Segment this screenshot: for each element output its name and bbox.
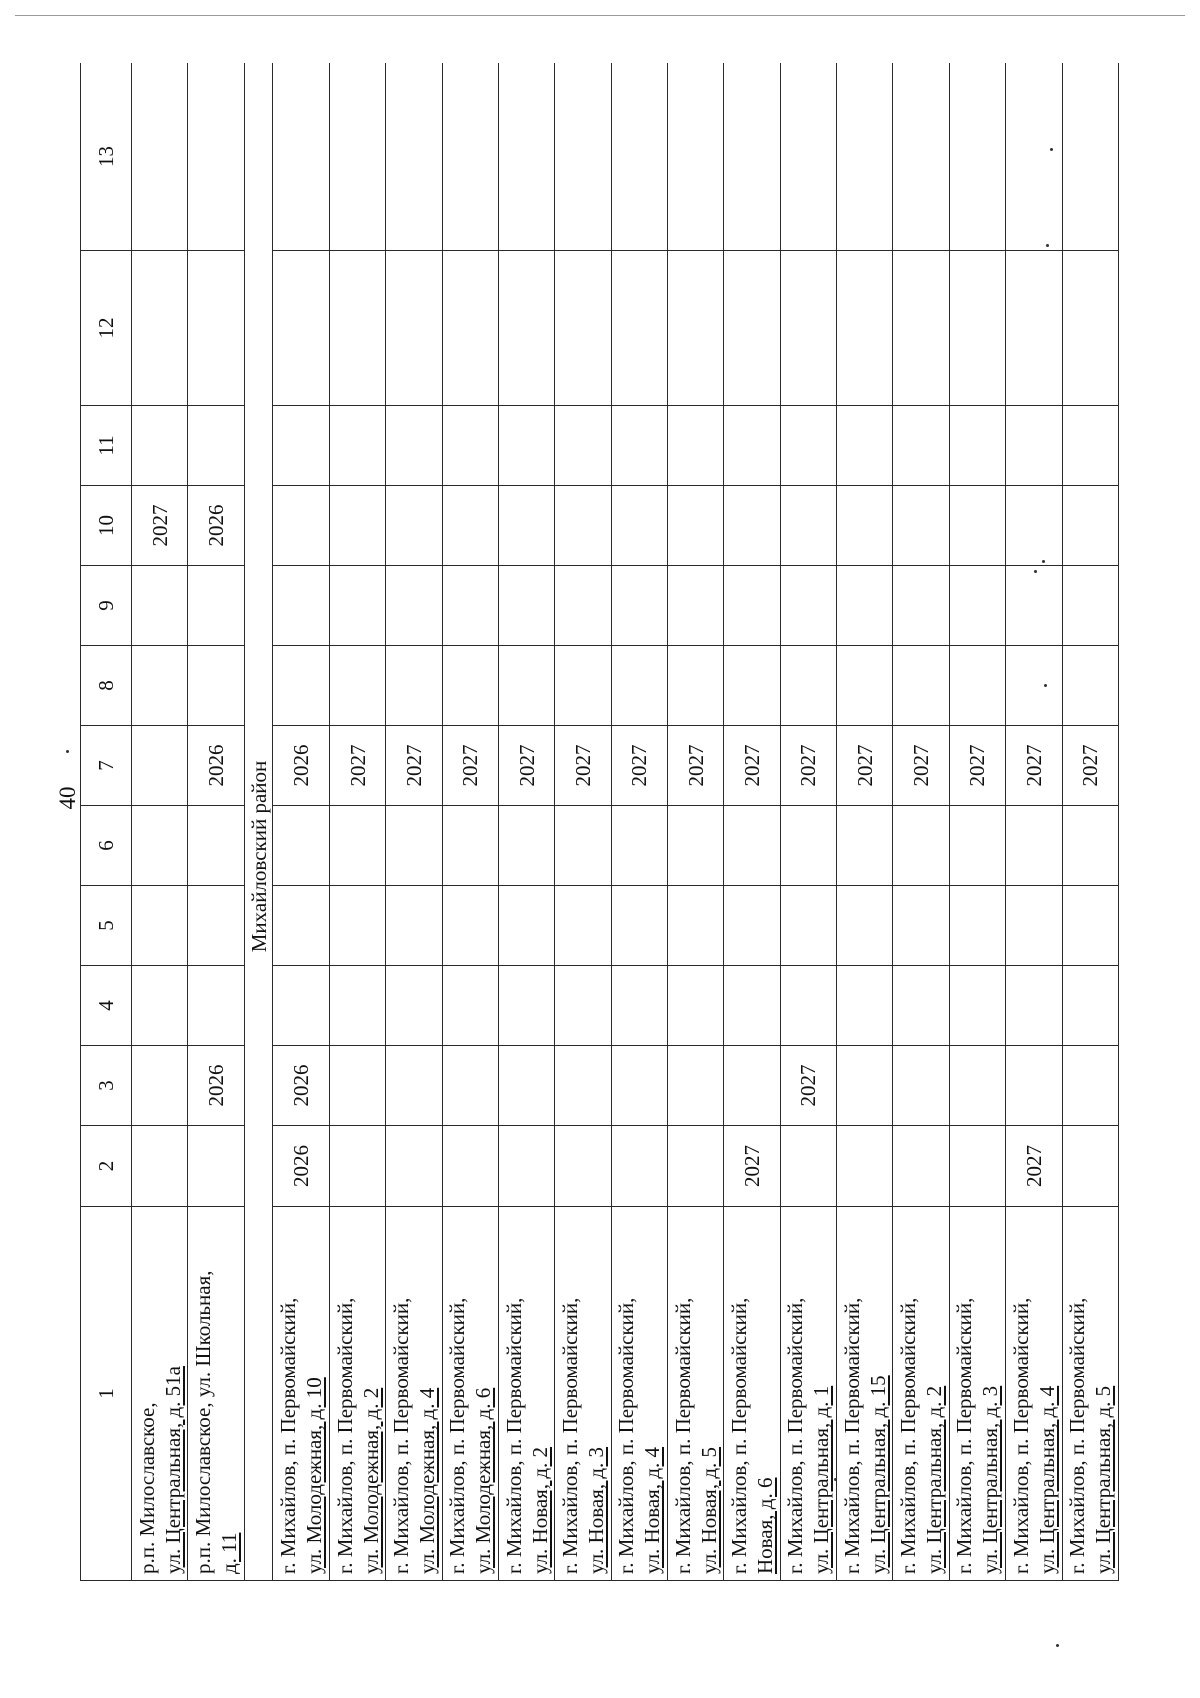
address-line: ул. Центральная, д. 51а <box>160 1365 185 1574</box>
year-cell: 2027 <box>780 726 836 806</box>
year-cell: 2027 <box>837 726 893 806</box>
year-cell <box>498 1126 554 1207</box>
year-cell <box>498 63 554 251</box>
year-cell <box>1062 406 1119 486</box>
year-cell <box>555 806 611 886</box>
year-cell <box>780 806 836 886</box>
year-cell <box>893 63 949 251</box>
table-row <box>667 63 723 1581</box>
year-cell <box>724 486 780 566</box>
column-number-1: 1 <box>81 1207 132 1581</box>
year-cell <box>188 566 244 646</box>
year-cell <box>442 886 498 966</box>
year-cell <box>386 966 442 1046</box>
year-cell: 2027 <box>893 726 949 806</box>
year-cell <box>780 886 836 966</box>
year-cell <box>780 966 836 1046</box>
year-cell <box>1062 251 1119 406</box>
address-cell <box>386 1207 442 1581</box>
address-line: г. Михайлов, п. Первомайский, <box>839 1297 864 1574</box>
year-cell <box>188 1126 244 1207</box>
column-number-7: 7 <box>81 726 132 806</box>
year-cell <box>442 251 498 406</box>
year-cell <box>893 1126 949 1207</box>
year-cell <box>132 806 188 886</box>
year-cell <box>949 486 1005 566</box>
year-cell <box>837 486 893 566</box>
year-cell <box>667 406 723 486</box>
year-cell <box>386 406 442 486</box>
year-cell <box>386 566 442 646</box>
address-line: ул. Молодежная, д. 6 <box>471 1387 496 1574</box>
table-row <box>386 63 442 1581</box>
page-number: 40 <box>55 786 80 810</box>
year-cell <box>667 251 723 406</box>
year-cell <box>132 646 188 726</box>
year-cell <box>667 63 723 251</box>
year-cell <box>1062 966 1119 1046</box>
year-cell <box>498 966 554 1046</box>
year-cell <box>611 1046 667 1126</box>
address-line: г. Михайлов, п. Первомайский, <box>727 1297 752 1574</box>
year-cell <box>780 1126 836 1207</box>
year-cell <box>611 486 667 566</box>
column-number-9: 9 <box>81 566 132 646</box>
year-cell <box>837 966 893 1046</box>
column-number-11: 11 <box>81 406 132 486</box>
year-cell <box>1006 1046 1062 1126</box>
year-cell: 2027 <box>724 726 780 806</box>
address-cell <box>1062 1207 1119 1581</box>
year-cell <box>555 966 611 1046</box>
year-cell <box>1006 406 1062 486</box>
address-line: г. Михайлов, п. Первомайский, <box>896 1297 921 1574</box>
year-cell <box>837 886 893 966</box>
year-cell <box>893 566 949 646</box>
year-cell <box>329 646 385 726</box>
page-top-border <box>15 15 1185 16</box>
address-line: ул. Молодежная, д. 10 <box>302 1377 327 1574</box>
address-line: д. 11 <box>217 1532 242 1574</box>
year-cell <box>893 646 949 726</box>
year-cell <box>132 566 188 646</box>
year-cell <box>837 406 893 486</box>
address-line: ул. Центральная, д. 15 <box>865 1375 890 1574</box>
year-cell <box>498 646 554 726</box>
column-number-4: 4 <box>81 966 132 1046</box>
year-cell <box>442 486 498 566</box>
year-cell <box>724 886 780 966</box>
year-cell <box>949 63 1005 251</box>
year-cell <box>442 1126 498 1207</box>
address-line: г. Михайлов, п. Первомайский, <box>501 1297 526 1574</box>
year-cell <box>329 966 385 1046</box>
year-cell <box>555 251 611 406</box>
year-cell <box>498 486 554 566</box>
year-cell <box>386 1126 442 1207</box>
year-cell <box>188 966 244 1046</box>
table-row <box>273 63 329 1581</box>
year-cell <box>442 966 498 1046</box>
address-line: ул. Новая, д. 4 <box>640 1446 665 1574</box>
scan-speck <box>66 750 69 753</box>
address-line: г. Михайлов, п. Первомайский, <box>557 1297 582 1574</box>
table-row <box>780 63 836 1581</box>
year-cell <box>273 406 329 486</box>
year-cell: 2027 <box>555 726 611 806</box>
year-cell: 2027 <box>498 726 554 806</box>
year-cell <box>1006 646 1062 726</box>
year-cell <box>724 806 780 886</box>
column-number-5: 5 <box>81 886 132 966</box>
year-cell <box>273 646 329 726</box>
year-cell <box>724 1046 780 1126</box>
address-line: ул. Новая, д. 2 <box>527 1446 552 1574</box>
year-cell <box>949 646 1005 726</box>
year-cell <box>667 806 723 886</box>
year-cell <box>442 806 498 886</box>
year-cell <box>949 566 1005 646</box>
year-cell <box>780 646 836 726</box>
data-table <box>80 63 1119 1581</box>
year-cell <box>611 966 667 1046</box>
column-number-10: 10 <box>81 486 132 566</box>
year-cell <box>188 63 244 251</box>
scan-speck <box>1056 1644 1059 1647</box>
year-cell <box>555 646 611 726</box>
region-heading: Михайловский район <box>246 760 271 953</box>
year-cell <box>498 806 554 886</box>
year-cell <box>1006 886 1062 966</box>
year-cell: 2026 <box>273 726 329 806</box>
year-cell: 2026 <box>273 1126 329 1207</box>
year-cell <box>498 1046 554 1126</box>
year-cell <box>386 806 442 886</box>
year-cell <box>667 1126 723 1207</box>
year-cell <box>893 966 949 1046</box>
year-cell: 2027 <box>1006 726 1062 806</box>
year-cell <box>667 566 723 646</box>
table-row <box>555 63 611 1581</box>
year-cell <box>386 1046 442 1126</box>
year-cell: 2026 <box>188 726 244 806</box>
year-cell <box>386 486 442 566</box>
address-cell <box>498 1207 554 1581</box>
year-cell <box>1062 486 1119 566</box>
year-cell <box>667 966 723 1046</box>
year-cell <box>273 63 329 251</box>
address-cell <box>724 1207 780 1581</box>
year-cell: 2027 <box>386 726 442 806</box>
year-cell <box>611 251 667 406</box>
region-heading-cell <box>244 63 273 1581</box>
year-cell <box>555 406 611 486</box>
year-cell <box>188 251 244 406</box>
address-line: Новая, д. 6 <box>753 1477 778 1574</box>
year-cell: 2027 <box>780 1046 836 1126</box>
address-line: г. Михайлов, п. Первомайский, <box>1008 1297 1033 1574</box>
year-cell <box>724 566 780 646</box>
year-cell <box>837 566 893 646</box>
year-cell <box>188 646 244 726</box>
year-cell <box>611 406 667 486</box>
year-cell <box>949 966 1005 1046</box>
address-cell <box>442 1207 498 1581</box>
year-cell <box>1062 63 1119 251</box>
table-row <box>949 63 1005 1581</box>
column-number-3: 3 <box>81 1046 132 1126</box>
year-cell <box>329 806 385 886</box>
year-cell <box>1006 566 1062 646</box>
address-cell <box>555 1207 611 1581</box>
year-cell <box>442 1046 498 1126</box>
year-cell <box>724 406 780 486</box>
year-cell <box>724 63 780 251</box>
year-cell: 2026 <box>273 1046 329 1126</box>
address-cell <box>329 1207 385 1581</box>
year-cell <box>329 1046 385 1126</box>
year-cell <box>132 886 188 966</box>
year-cell <box>949 806 1005 886</box>
table-row <box>1062 63 1119 1581</box>
year-cell <box>329 566 385 646</box>
year-cell <box>611 646 667 726</box>
year-cell <box>780 63 836 251</box>
year-cell <box>132 63 188 251</box>
table-row <box>1006 63 1062 1581</box>
year-cell <box>132 726 188 806</box>
year-cell <box>949 886 1005 966</box>
year-cell <box>893 806 949 886</box>
year-cell <box>386 886 442 966</box>
year-cell <box>1062 646 1119 726</box>
year-cell <box>611 63 667 251</box>
year-cell <box>949 1126 1005 1207</box>
address-line: ул. Новая, д. 5 <box>696 1446 721 1574</box>
year-cell <box>329 63 385 251</box>
year-cell <box>837 1046 893 1126</box>
year-cell <box>837 646 893 726</box>
year-cell <box>329 251 385 406</box>
address-line: г. Михайлов, п. Первомайский, <box>783 1297 808 1574</box>
year-cell <box>1006 251 1062 406</box>
year-cell <box>949 406 1005 486</box>
rotated-table-sheet <box>80 63 1119 1581</box>
address-line: г. Михайлов, п. Первомайский, <box>952 1297 977 1574</box>
address-cell <box>780 1207 836 1581</box>
year-cell <box>893 886 949 966</box>
year-cell <box>442 63 498 251</box>
table-row <box>611 63 667 1581</box>
address-cell <box>273 1207 329 1581</box>
year-cell <box>555 886 611 966</box>
table-row <box>329 63 385 1581</box>
year-cell: 2027 <box>1062 726 1119 806</box>
address-cell <box>132 1207 188 1581</box>
address-line: ул. Молодежная, д. 2 <box>358 1387 383 1574</box>
year-cell <box>667 886 723 966</box>
year-cell: 2027 <box>724 1126 780 1207</box>
year-cell <box>498 886 554 966</box>
year-cell <box>780 486 836 566</box>
address-cell <box>667 1207 723 1581</box>
year-cell <box>555 486 611 566</box>
year-cell <box>329 1126 385 1207</box>
year-cell <box>132 1046 188 1126</box>
year-cell: 2027 <box>1006 1126 1062 1207</box>
year-cell: 2027 <box>329 726 385 806</box>
address-line: ул. Новая, д. 3 <box>583 1446 608 1574</box>
column-number-6: 6 <box>81 806 132 886</box>
year-cell <box>667 486 723 566</box>
year-cell <box>1006 63 1062 251</box>
address-line: г. Михайлов, п. Первомайский, <box>614 1297 639 1574</box>
region-row <box>244 63 273 1581</box>
year-cell <box>1006 806 1062 886</box>
year-cell <box>1006 486 1062 566</box>
address-line: г. Михайлов, п. Первомайский, <box>670 1297 695 1574</box>
year-cell <box>1062 1126 1119 1207</box>
address-cell <box>893 1207 949 1581</box>
year-cell <box>667 1046 723 1126</box>
year-cell <box>273 806 329 886</box>
year-cell <box>611 566 667 646</box>
year-cell <box>837 251 893 406</box>
address-line: г. Михайлов, п. Первомайский, <box>388 1297 413 1574</box>
address-cell <box>949 1207 1005 1581</box>
address-cell <box>611 1207 667 1581</box>
year-cell <box>1062 806 1119 886</box>
table-row <box>837 63 893 1581</box>
header-row <box>81 63 132 1581</box>
year-cell <box>949 251 1005 406</box>
table-row <box>724 63 780 1581</box>
year-cell <box>132 406 188 486</box>
year-cell <box>611 886 667 966</box>
address-cell <box>188 1207 244 1581</box>
year-cell <box>386 251 442 406</box>
column-number-12: 12 <box>81 251 132 406</box>
year-cell <box>442 566 498 646</box>
table-row <box>498 63 554 1581</box>
year-cell <box>1062 566 1119 646</box>
year-cell <box>611 1126 667 1207</box>
year-cell: 2027 <box>132 486 188 566</box>
year-cell <box>329 486 385 566</box>
year-cell <box>949 1046 1005 1126</box>
year-cell: 2027 <box>949 726 1005 806</box>
year-cell <box>273 886 329 966</box>
address-line: ул. Центральная, д. 1 <box>809 1385 834 1574</box>
year-cell: 2027 <box>442 726 498 806</box>
year-cell <box>555 63 611 251</box>
year-cell <box>611 806 667 886</box>
year-cell <box>132 966 188 1046</box>
address-cell <box>837 1207 893 1581</box>
address-line: г. Михайлов, п. Первомайский, <box>332 1297 357 1574</box>
year-cell <box>555 566 611 646</box>
year-cell: 2026 <box>188 486 244 566</box>
address-line: г. Михайлов, п. Первомайский, <box>276 1297 301 1574</box>
year-cell <box>837 1126 893 1207</box>
year-cell <box>555 1126 611 1207</box>
year-cell <box>386 63 442 251</box>
address-line: ул. Центральная, д. 4 <box>1034 1385 1059 1574</box>
year-cell <box>724 646 780 726</box>
table-row <box>188 63 244 1581</box>
year-cell: 2027 <box>611 726 667 806</box>
address-line: р.п. Милославское, <box>134 1402 159 1574</box>
year-cell: 2027 <box>667 726 723 806</box>
year-cell <box>780 566 836 646</box>
year-cell <box>893 251 949 406</box>
year-cell <box>132 251 188 406</box>
year-cell <box>1062 1046 1119 1126</box>
year-cell <box>329 406 385 486</box>
year-cell <box>837 806 893 886</box>
year-cell <box>273 486 329 566</box>
year-cell <box>188 806 244 886</box>
address-line: г. Михайлов, п. Первомайский, <box>445 1297 470 1574</box>
address-line: ул. Центральная, д. 3 <box>978 1385 1003 1574</box>
year-cell <box>498 406 554 486</box>
year-cell <box>1006 966 1062 1046</box>
table-row <box>442 63 498 1581</box>
year-cell <box>329 886 385 966</box>
year-cell <box>498 251 554 406</box>
year-cell <box>724 251 780 406</box>
year-cell <box>893 406 949 486</box>
address-cell <box>1006 1207 1062 1581</box>
table-row <box>132 63 188 1581</box>
year-cell <box>893 486 949 566</box>
table-row <box>893 63 949 1581</box>
year-cell <box>273 251 329 406</box>
year-cell <box>724 966 780 1046</box>
address-line: р.п. Милославское, ул. Школьная, <box>191 1270 216 1574</box>
year-cell: 2026 <box>188 1046 244 1126</box>
address-line: г. Михайлов, п. Первомайский, <box>1065 1297 1090 1574</box>
year-cell <box>442 646 498 726</box>
year-cell <box>780 251 836 406</box>
year-cell <box>273 566 329 646</box>
year-cell <box>837 63 893 251</box>
year-cell <box>893 1046 949 1126</box>
year-cell <box>780 406 836 486</box>
address-line: ул. Молодежная, д. 4 <box>414 1387 439 1574</box>
year-cell <box>132 1126 188 1207</box>
year-cell <box>188 406 244 486</box>
year-cell <box>442 406 498 486</box>
column-number-8: 8 <box>81 646 132 726</box>
year-cell <box>498 566 554 646</box>
column-number-13: 13 <box>81 63 132 251</box>
year-cell <box>1062 886 1119 966</box>
year-cell <box>555 1046 611 1126</box>
year-cell <box>273 966 329 1046</box>
year-cell <box>667 646 723 726</box>
year-cell <box>386 646 442 726</box>
address-line: ул. Центральная, д. 5 <box>1091 1385 1116 1574</box>
column-number-2: 2 <box>81 1126 132 1207</box>
year-cell <box>188 886 244 966</box>
address-line: ул. Центральная, д. 2 <box>922 1385 947 1574</box>
